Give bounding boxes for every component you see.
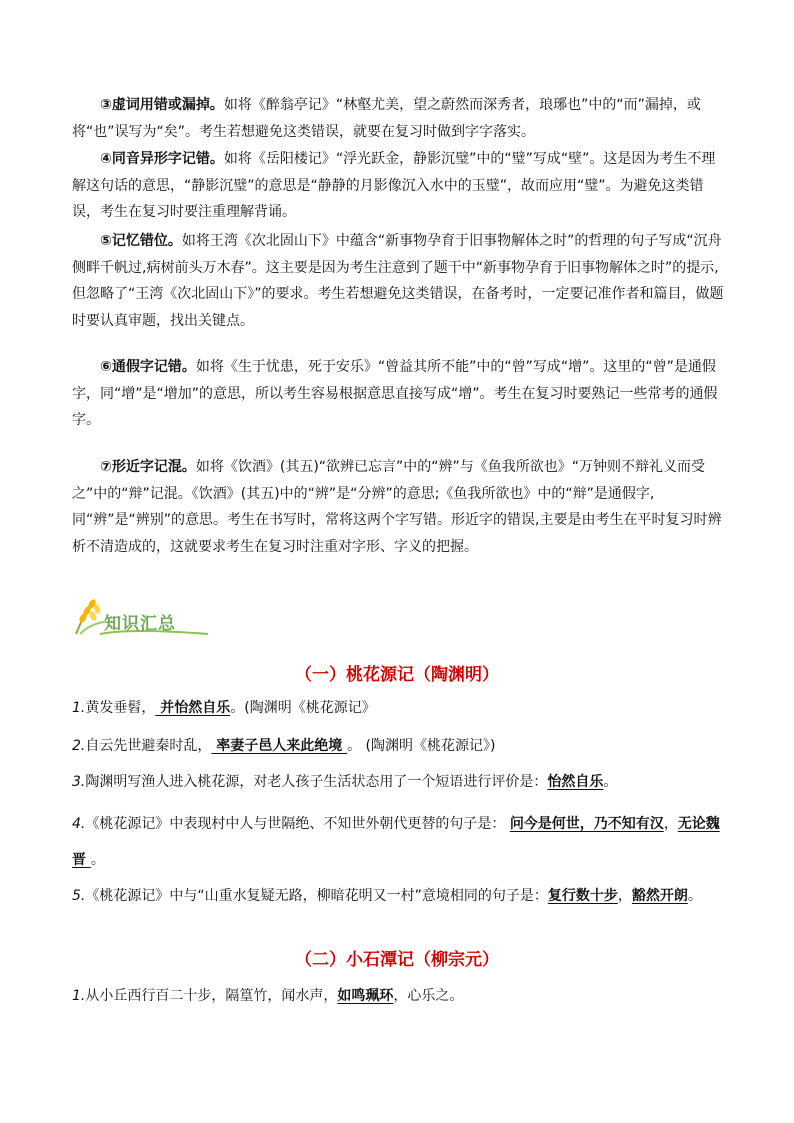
answer: 豁然开朗 (631, 888, 688, 904)
answer: 怡然自乐 (547, 774, 604, 790)
error-text: 如将《饮酒》(其五)“欲辨已忘言”中的“辨”与《鱼我所欲也》“万钟则不辩礼义而受之”中的“辩”记混。《饮酒》(其五)中的“辨”是“分辨”的意思;《鱼我所欲也》中的“辩”是通假字,同“辨”是“辨别”的意思。考生在书写时，常将这两个字写错。形近字的错误,主要是由考生在平时复习时辨析不清造成的，这就要求考生在复习时注重对字形、字义的把握。 (72, 459, 722, 555)
item-text: 。 (陶渊明《桃花源记》) (347, 738, 496, 754)
answer: 并怡然自乐 (155, 700, 231, 716)
item-text: 从小丘西行百二十步，隔篁竹，闻水声， (85, 988, 338, 1004)
error-text: 如将王湾《次北固山下》中蕴含“新事物孕育于旧事物解体之时”的哲理的句子写成“沉舟侧畔千帆过,病树前头万木春”。这主要是因为考生注意到了题干中“新事物孕育于旧事物解体之时”的提示,但忽略了“王湾《次北固山下》”的要求。考生若想避免这类错误，在备考时，一定要记准作者和篇目，做题时要认真审题，找出关键点。 (72, 233, 724, 329)
item-number: 1. (72, 988, 86, 1004)
answer: 复行数十步 (547, 888, 618, 904)
item-text: 陶渊明写渔人进入桃花源，对老人孩子生活状态用了一个短语进行评价是： (85, 774, 548, 790)
error-text: 如将《岳阳楼记》“浮光跃金，静影沉璧”中的“璧”写成“壁”。这是因为考生不理解这句话的意思，“静影沉璧”的意思是“静静的月影像沉入水中的玉璧”，故而应用“璧”。为避免这类错误，考生在复习时要注重理解背诵。 (72, 151, 716, 220)
list-item (72, 982, 722, 1010)
list-item (72, 694, 722, 722)
error-text: 如将《生于忧患，死于安乐》“曾益其所不能”中的“曾”写成“增”。这里的“曾”是通假字，同“增”是“增加”的意思，所以考生容易根据意思直接写成“增”。考生在复习时要熟记一些常考的通假字。 (72, 359, 718, 428)
item-text: ， (663, 816, 678, 832)
error-paragraph-5 (72, 228, 724, 334)
answer: 无论魏晋 (72, 816, 720, 868)
answer: 问今是何世，乃不知有汉 (509, 816, 664, 832)
item-text: 《桃花源记》中表现村中人与世隔绝、不知世外朝代更替的句子是： (85, 816, 510, 832)
item-text: 。 (90, 852, 105, 868)
item-number: 5. (72, 888, 86, 904)
section-title-taohuayuanji: （一）桃花源记（陶渊明） (295, 665, 499, 685)
knowledge-summary-badge: 知识汇总 (104, 614, 176, 634)
error-title: ③虚词用错或漏掉。 (100, 97, 224, 113)
list-item (72, 878, 722, 914)
section-title-xiaoshitanji: （二）小石潭记（柳宗元） (295, 950, 499, 970)
item-text: ， (617, 888, 632, 904)
item-number: 1. (72, 700, 86, 716)
error-paragraph-4 (72, 146, 724, 226)
error-title: ⑤记忆错位。 (100, 233, 182, 249)
answer: 如鸣珮环 (337, 988, 394, 1004)
list-item (72, 732, 722, 760)
error-paragraph-6 (72, 354, 724, 434)
item-text: 自云先世避秦时乱， (85, 738, 212, 754)
item-number: 2. (72, 738, 86, 754)
item-number: 4. (72, 816, 86, 832)
item-text: 《桃花源记》中与“山重水复疑无路，柳暗花明又一村”意境相同的句子是： (85, 888, 548, 904)
item-text: 。 (603, 774, 618, 790)
item-text: 黄发垂髫， (85, 700, 156, 716)
error-title: ⑥通假字记错。 (100, 359, 196, 375)
list-item (72, 806, 722, 878)
error-title: ④同音异形字记错。 (100, 151, 224, 167)
item-text: 。 (687, 888, 702, 904)
item-text: ，心乐之。 (393, 988, 464, 1004)
list-item (72, 768, 722, 796)
answer: 率妻子邑人来此绝境 (211, 738, 348, 754)
error-text: 如将《醉翁亭记》“林壑尤美，望之蔚然而深秀者，琅琊也”中的“而”漏掉，或将“也”误写为“矣”。考生若想避免这类错误，就要在复习时做到字字落实。 (72, 97, 701, 140)
error-title: ⑦形近字记混。 (100, 459, 196, 475)
error-paragraph-7 (72, 454, 724, 560)
item-text: 。(陶渊明《桃花源记》 (230, 700, 376, 716)
error-paragraph-3 (72, 92, 724, 145)
item-number: 3. (72, 774, 86, 790)
